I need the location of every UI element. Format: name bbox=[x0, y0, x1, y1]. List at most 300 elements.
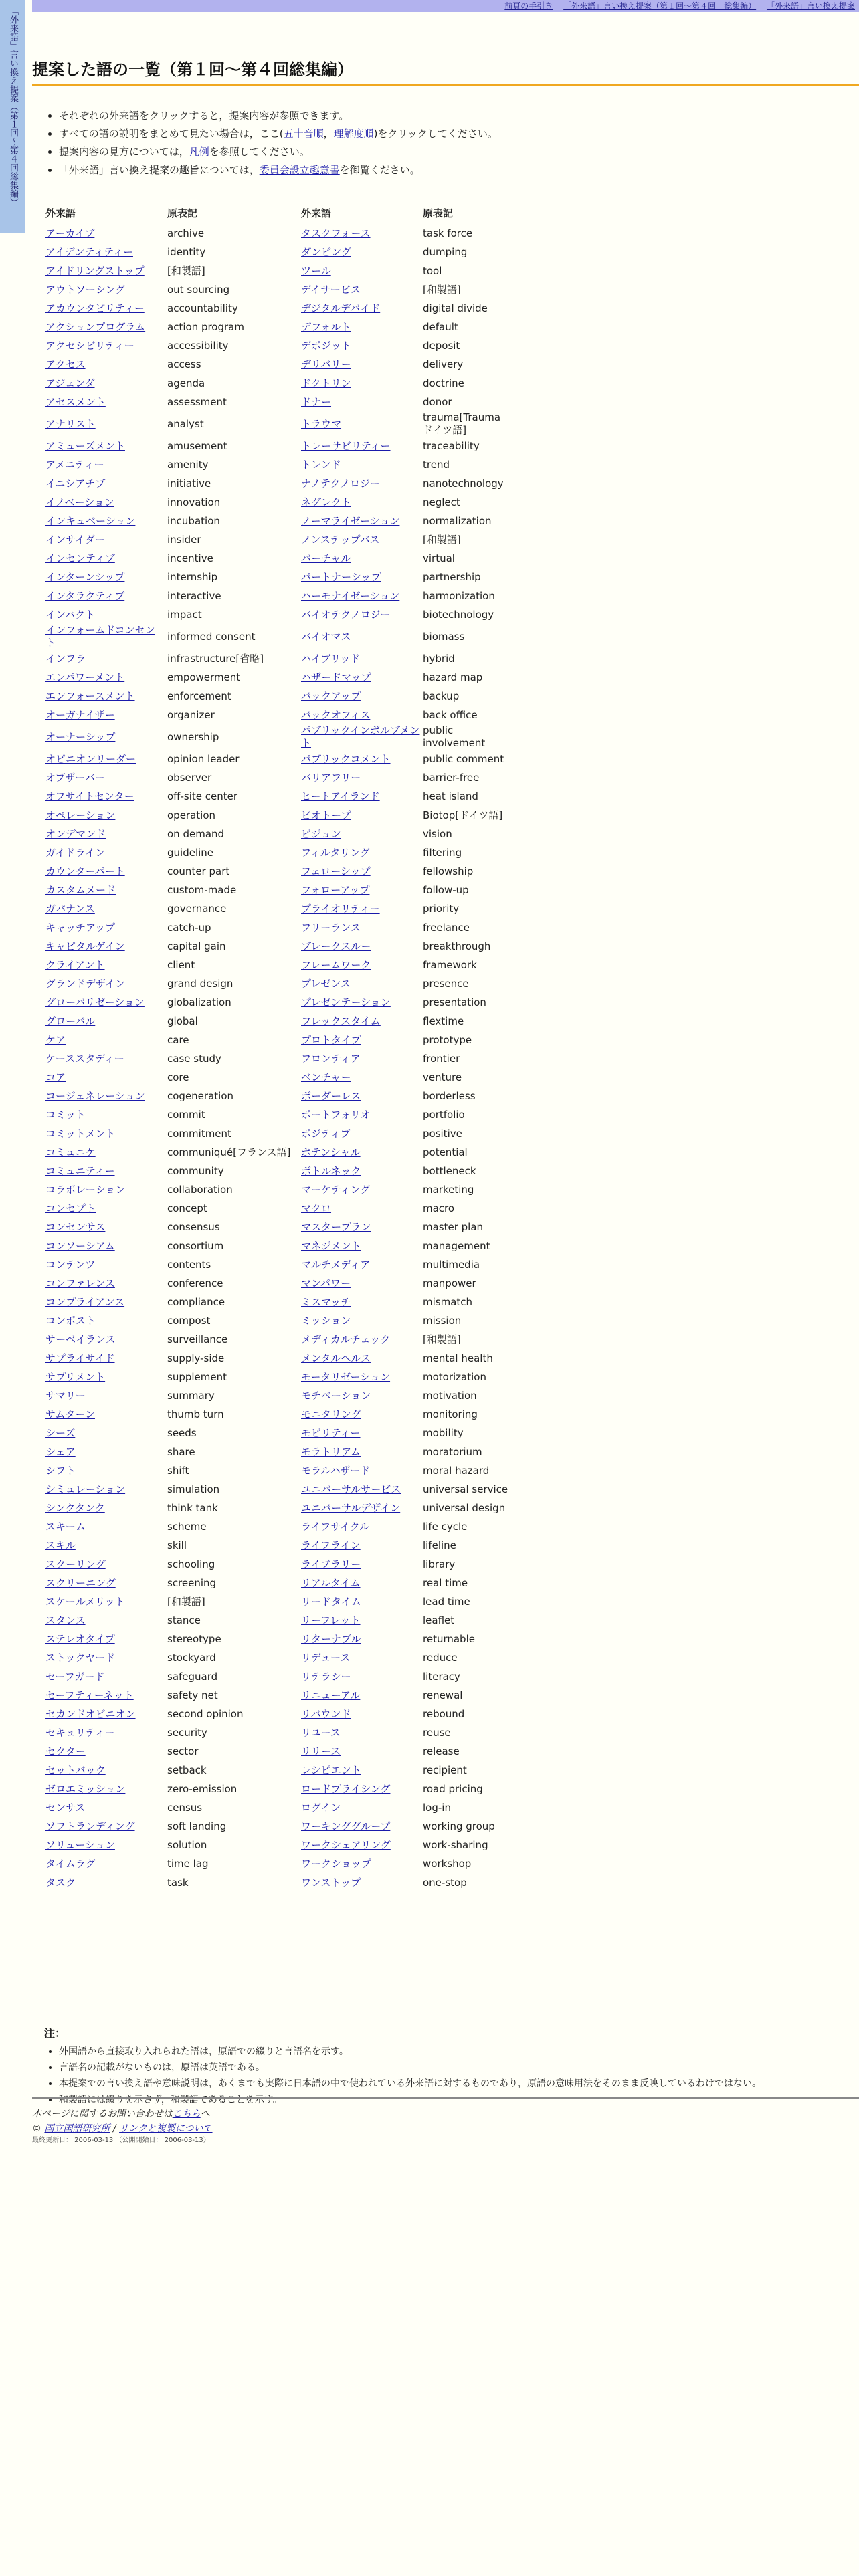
institute-link[interactable]: 国立国語研究所 bbox=[44, 2123, 110, 2134]
loanword-link[interactable]: ユニバーサルサービス bbox=[301, 1483, 401, 1495]
loanword-link[interactable]: プレゼンス bbox=[301, 977, 351, 990]
loanword-link[interactable]: キャッチアップ bbox=[45, 921, 115, 934]
loanword-link[interactable]: グランドデザイン bbox=[45, 977, 125, 990]
loanword-link[interactable]: アナリスト bbox=[45, 417, 96, 430]
loanword-link[interactable]: エンフォースメント bbox=[45, 689, 135, 702]
original-spelling-cell: freelance bbox=[423, 921, 470, 934]
table-row bbox=[44, 1780, 511, 1798]
loanword-cell bbox=[44, 1442, 166, 1461]
loanword-link[interactable]: ポジティブ bbox=[301, 1127, 351, 1140]
original-spelling-cell: supply-side bbox=[167, 1352, 225, 1364]
loanword-link[interactable]: スケールメリット bbox=[45, 1595, 125, 1608]
loanword-link[interactable]: ログイン bbox=[301, 1801, 341, 1814]
loanword-link[interactable]: オピニオンリーダー bbox=[45, 752, 136, 765]
sidebar-link[interactable]: 「外来語」言い換え提案（第１回〜第４回総集編） bbox=[8, 7, 18, 207]
loanword-cell bbox=[300, 668, 421, 687]
original-spelling-cell: nanotechnology bbox=[423, 477, 504, 490]
loanword-link[interactable]: フォローアップ bbox=[301, 883, 370, 896]
loanword-link[interactable]: セットバック bbox=[45, 1763, 106, 1776]
loanword-link[interactable]: インフラ bbox=[45, 652, 86, 665]
loanword-link[interactable]: アウトソーシング bbox=[45, 283, 126, 296]
loanword-link[interactable]: ツール bbox=[301, 264, 331, 277]
note-item: • 本提案での言い換え語や意味説明は，あくまでも実際に日本語の中で使われている外来語に対するものであり，原語の意味用法をそのまま反映しているわけではない。 bbox=[59, 2076, 795, 2092]
loanword-link[interactable]: リユース bbox=[301, 1726, 341, 1739]
loanword-link[interactable]: クライアント bbox=[45, 958, 105, 971]
original-spelling-cell: public comment bbox=[423, 752, 504, 765]
original-spelling-cell: analyst bbox=[167, 417, 204, 430]
loanword-cell bbox=[44, 1255, 166, 1274]
loanword-link[interactable]: ケーススタディー bbox=[45, 1052, 125, 1065]
original-spelling-cell: universal service bbox=[423, 1483, 508, 1495]
loanword-link[interactable]: リニューアル bbox=[301, 1689, 361, 1701]
original-spelling-cell: observer bbox=[167, 771, 212, 784]
loanword-link[interactable]: デジタルデバイド bbox=[301, 302, 381, 314]
loanword-link[interactable]: コミュニケ bbox=[45, 1146, 96, 1158]
loanword-cell bbox=[300, 1480, 421, 1499]
table-row bbox=[44, 881, 511, 899]
loanword-link[interactable]: アクセス bbox=[45, 358, 86, 370]
original-spelling-cell: custom-made bbox=[167, 883, 237, 896]
loanword-link[interactable]: パブリックインボルブメント bbox=[301, 724, 420, 749]
loanword-link[interactable]: ハイブリッド bbox=[301, 652, 361, 665]
loanword-link[interactable]: センサス bbox=[45, 1801, 86, 1814]
loanword-link[interactable]: サプリメント bbox=[45, 1370, 106, 1383]
loanword-link[interactable]: ボーダーレス bbox=[301, 1089, 361, 1102]
loanword-link[interactable]: ガイドライン bbox=[45, 846, 106, 859]
loanword-cell bbox=[44, 993, 166, 1012]
loanword-link[interactable]: リターナブル bbox=[301, 1632, 361, 1645]
topbar-link-guide[interactable]: 前頁の手引き bbox=[504, 1, 553, 11]
loanword-link[interactable]: トラウマ bbox=[301, 417, 342, 430]
loanword-cell bbox=[300, 512, 421, 530]
loanword-link[interactable]: フェローシップ bbox=[301, 865, 371, 877]
loanword-link[interactable]: サマリー bbox=[45, 1389, 86, 1402]
loanword-link[interactable]: スタンス bbox=[45, 1614, 86, 1626]
original-spelling-cell: commit bbox=[167, 1108, 205, 1121]
loanword-link[interactable]: リデュース bbox=[301, 1651, 351, 1664]
loanword-link[interactable]: コミットメント bbox=[45, 1127, 116, 1140]
original-spelling-cell: governance bbox=[167, 902, 227, 915]
loanword-link[interactable]: ユニバーサルデザイン bbox=[301, 1501, 401, 1514]
loanword-link[interactable]: オフサイトセンター bbox=[45, 790, 134, 802]
loanword-link[interactable]: プロトタイプ bbox=[301, 1033, 361, 1046]
loanword-link[interactable]: ライブラリー bbox=[301, 1558, 361, 1570]
loanword-cell bbox=[44, 243, 166, 261]
loanword-link[interactable]: ストックヤード bbox=[45, 1651, 116, 1664]
original-spelling-cell: communiqué[フランス語] bbox=[167, 1146, 291, 1158]
loanword-link[interactable]: セカンドオピニオン bbox=[45, 1707, 136, 1720]
loanword-link[interactable]: タスク bbox=[45, 1876, 76, 1889]
table-row bbox=[44, 724, 511, 750]
loanword-link[interactable]: スクーリング bbox=[45, 1558, 106, 1570]
loanword-link[interactable]: オーナーシップ bbox=[45, 730, 116, 743]
intro-item bbox=[59, 125, 498, 143]
table-row bbox=[44, 1330, 511, 1349]
loanword-link[interactable]: アジェンダ bbox=[45, 377, 95, 389]
original-spelling-cell: consensus bbox=[167, 1220, 220, 1233]
loanword-link[interactable]: ソリューション bbox=[45, 1838, 115, 1851]
loanword-link[interactable]: マーケティング bbox=[301, 1183, 371, 1196]
original-spelling-cell: care bbox=[167, 1033, 189, 1046]
original-spelling-cell: moral hazard bbox=[423, 1464, 490, 1477]
loanword-cell bbox=[300, 1555, 421, 1574]
loanword-link[interactable]: スクリーニング bbox=[45, 1576, 116, 1589]
loanword-link[interactable]: バリアフリー bbox=[301, 771, 361, 784]
loanword-link[interactable]: スキル bbox=[45, 1539, 76, 1551]
loanword-cell bbox=[300, 1798, 421, 1817]
loanword-cell bbox=[44, 1742, 166, 1761]
loanword-link[interactable]: ミスマッチ bbox=[301, 1295, 351, 1308]
loanword-cell bbox=[44, 1705, 166, 1723]
loanword-link[interactable]: パートナーシップ bbox=[301, 570, 381, 583]
loanword-link[interactable]: リバウンド bbox=[301, 1707, 351, 1720]
loanword-link[interactable]: ワンストップ bbox=[301, 1876, 361, 1889]
loanword-link[interactable]: モチベーション bbox=[301, 1389, 371, 1402]
original-spelling-cell: operation bbox=[167, 809, 216, 821]
footer bbox=[32, 2107, 213, 2145]
original-spelling-cell: conference bbox=[167, 1277, 223, 1289]
loanword-cell bbox=[300, 1705, 421, 1723]
loanword-link[interactable]: イニシアチブ bbox=[45, 477, 106, 490]
original-spelling-cell: mission bbox=[423, 1314, 462, 1327]
table-row bbox=[44, 437, 511, 455]
loanword-link[interactable]: グローバル bbox=[45, 1014, 96, 1027]
loanword-link[interactable]: サーベイランス bbox=[45, 1333, 116, 1346]
loanword-cell bbox=[44, 1667, 166, 1686]
loanword-cell bbox=[300, 1592, 421, 1611]
loanword-cell bbox=[300, 1368, 421, 1386]
link-policy-link[interactable]: リンクと複製について bbox=[119, 2123, 213, 2134]
loanword-cell bbox=[300, 1330, 421, 1349]
loanword-link[interactable]: オペレーション bbox=[45, 809, 116, 821]
loanword-link[interactable]: インターンシップ bbox=[45, 570, 125, 583]
loanword-link[interactable]: パブリックコメント bbox=[301, 752, 391, 765]
intro-text: すべての語の説明をまとめて見たい場合は，ここ( bbox=[59, 128, 284, 140]
loanword-link[interactable]: ビオトープ bbox=[301, 809, 351, 821]
loanword-link[interactable]: ロードプライシング bbox=[301, 1782, 391, 1795]
original-spelling-cell: multimedia bbox=[423, 1258, 480, 1271]
topbar-link-compilation[interactable]: 「外来語」言い換え提案（第１回〜第４回 総集編） bbox=[563, 1, 757, 11]
original-spelling-cell: enforcement bbox=[167, 689, 231, 702]
loanword-link[interactable]: プライオリティー bbox=[301, 902, 380, 915]
original-spelling-cell: hybrid bbox=[423, 652, 455, 665]
loanword-link[interactable]: レシピエント bbox=[301, 1763, 361, 1776]
loanword-cell bbox=[44, 1798, 166, 1817]
loanword-link[interactable]: ミッション bbox=[301, 1314, 351, 1327]
loanword-link[interactable]: リテラシー bbox=[301, 1670, 351, 1683]
original-spelling-cell: schooling bbox=[167, 1558, 215, 1570]
original-spelling-cell: manpower bbox=[423, 1277, 476, 1289]
loanword-link[interactable]: ポテンシャル bbox=[301, 1146, 361, 1158]
loanword-cell bbox=[300, 1836, 421, 1854]
loanword-cell bbox=[300, 455, 421, 474]
note-item: • 言語名の記載がないものは，原語は英語である。 bbox=[59, 2060, 795, 2076]
loanword-link[interactable]: ナノテクノロジー bbox=[301, 477, 381, 490]
loanword-link[interactable]: モラトリアム bbox=[301, 1445, 361, 1458]
original-spelling-cell: innovation bbox=[167, 496, 221, 508]
original-spelling-cell: recipient bbox=[423, 1763, 467, 1776]
loanword-link[interactable]: オブザーバー bbox=[45, 771, 105, 784]
loanword-link[interactable]: コミュニティー bbox=[45, 1164, 115, 1177]
loanword-link[interactable]: キャピタルゲイン bbox=[45, 940, 125, 952]
loanword-link[interactable]: フリーランス bbox=[301, 921, 361, 934]
original-spelling-cell: macro bbox=[423, 1202, 455, 1214]
loanword-link[interactable]: ビジョン bbox=[301, 827, 341, 840]
loanword-link[interactable]: エンパワーメント bbox=[45, 671, 125, 683]
original-spelling-cell: screening bbox=[167, 1576, 217, 1589]
loanword-link[interactable]: コンソーシアム bbox=[45, 1239, 115, 1252]
topbar-link-proposal[interactable]: 「外来語」言い換え提案 bbox=[766, 1, 855, 11]
loanword-link[interactable]: タスクフォース bbox=[301, 227, 371, 239]
loanword-link[interactable]: リアルタイム bbox=[301, 1576, 361, 1589]
loanword-link[interactable]: リードタイム bbox=[301, 1595, 361, 1608]
loanword-link[interactable]: ワークショップ bbox=[301, 1857, 371, 1870]
loanword-link[interactable]: マネジメント bbox=[301, 1239, 361, 1252]
loanword-cell bbox=[300, 1218, 421, 1237]
loanword-link[interactable]: シンクタンク bbox=[45, 1501, 105, 1514]
loanword-cell bbox=[44, 1087, 166, 1105]
loanword-cell bbox=[300, 1611, 421, 1630]
loanword-link[interactable]: ノンステップバス bbox=[301, 533, 380, 546]
loanword-link[interactable]: ステレオタイプ bbox=[45, 1632, 115, 1645]
loanword-link[interactable]: セーフガード bbox=[45, 1670, 105, 1683]
original-spelling-cell: informed consent bbox=[167, 630, 256, 643]
loanword-link[interactable]: アカウンタビリティー bbox=[45, 302, 145, 314]
loanword-link[interactable]: ゼロエミッション bbox=[45, 1782, 126, 1795]
loanword-link[interactable]: リーフレット bbox=[301, 1614, 361, 1626]
loanword-cell bbox=[300, 1349, 421, 1368]
loanword-link[interactable]: サムターン bbox=[45, 1408, 95, 1420]
loanword-link[interactable]: ライフライン bbox=[301, 1539, 361, 1551]
loanword-link[interactable]: カウンターパート bbox=[45, 865, 125, 877]
original-spelling-cell: simulation bbox=[167, 1483, 220, 1495]
loanword-link[interactable]: ハーモナイゼーション bbox=[301, 589, 400, 602]
loanword-link[interactable]: フロンティア bbox=[301, 1052, 361, 1065]
loanword-cell bbox=[44, 750, 166, 768]
loanword-cell bbox=[44, 280, 166, 299]
loanword-link[interactable]: コラボレーション bbox=[45, 1183, 126, 1196]
loanword-link[interactable]: コンファレンス bbox=[45, 1277, 115, 1289]
loanword-link[interactable]: オーガナイザー bbox=[45, 708, 115, 721]
loanword-link[interactable]: モニタリング bbox=[301, 1408, 361, 1420]
loanword-link[interactable]: ベンチャー bbox=[301, 1071, 351, 1083]
loanword-link[interactable]: シフト bbox=[45, 1464, 76, 1477]
loanword-link[interactable]: モビリティー bbox=[301, 1426, 361, 1439]
loanword-cell bbox=[300, 1817, 421, 1836]
loanword-cell bbox=[300, 1780, 421, 1798]
loanword-link[interactable]: リリース bbox=[301, 1745, 341, 1757]
loanword-cell bbox=[44, 512, 166, 530]
table-row bbox=[44, 1255, 511, 1274]
table-row bbox=[44, 1817, 511, 1836]
loanword-link[interactable]: バックアップ bbox=[301, 689, 361, 702]
loanword-link[interactable]: コンポスト bbox=[45, 1314, 96, 1327]
loanword-link[interactable]: ケア bbox=[45, 1033, 66, 1046]
loanword-link[interactable]: フレームワーク bbox=[301, 958, 371, 971]
original-spelling-cell: [和製語] bbox=[423, 533, 461, 546]
loanword-link[interactable]: コンプライアンス bbox=[45, 1295, 125, 1308]
loanword-cell bbox=[300, 1105, 421, 1124]
table-row bbox=[44, 649, 511, 668]
loanword-link[interactable]: コミット bbox=[45, 1108, 86, 1121]
loanword-cell bbox=[44, 1311, 166, 1330]
loanword-link[interactable]: シミュレーション bbox=[45, 1483, 126, 1495]
loanword-link[interactable]: インセンティブ bbox=[45, 552, 115, 564]
loanword-link[interactable]: モラルハザード bbox=[301, 1464, 371, 1477]
original-spelling-cell: community bbox=[167, 1164, 224, 1177]
loanword-link[interactable]: セーフティーネット bbox=[45, 1689, 134, 1701]
loanword-link[interactable]: セクター bbox=[45, 1745, 86, 1757]
loanword-link[interactable]: インフォームドコンセント bbox=[45, 624, 155, 649]
loanword-link[interactable]: バーチャル bbox=[301, 552, 351, 564]
loanword-cell bbox=[300, 1442, 421, 1461]
loanword-link[interactable]: アイデンティティー bbox=[45, 245, 133, 258]
understanding-order-link[interactable]: 理解度順 bbox=[333, 128, 374, 140]
loanword-cell bbox=[300, 299, 421, 318]
loanword-cell bbox=[300, 1405, 421, 1424]
loanword-link[interactable]: バックオフィス bbox=[301, 708, 371, 721]
loanword-link[interactable]: アセスメント bbox=[45, 395, 106, 408]
prospectus-link[interactable]: 委員会設立趣意書 bbox=[259, 164, 340, 176]
original-spelling-cell: partnership bbox=[423, 570, 481, 583]
loanword-cell bbox=[300, 1068, 421, 1087]
loanword-link[interactable]: コア bbox=[45, 1071, 66, 1083]
loanword-link[interactable]: ヒートアイランド bbox=[301, 790, 380, 802]
loanword-link[interactable]: マクロ bbox=[301, 1202, 332, 1214]
table-row bbox=[44, 750, 511, 768]
loanword-link[interactable]: ドクトリン bbox=[301, 377, 351, 389]
loanword-link[interactable]: コージェネレーション bbox=[45, 1089, 145, 1102]
loanword-cell bbox=[44, 1405, 166, 1424]
loanword-link[interactable]: アクセシビリティー bbox=[45, 339, 135, 352]
table-row bbox=[44, 1143, 511, 1162]
loanword-cell bbox=[300, 1499, 421, 1517]
loanword-link[interactable]: トレーサビリティー bbox=[301, 439, 391, 452]
loanword-cell bbox=[300, 474, 421, 493]
loanword-link[interactable]: ポートフォリオ bbox=[301, 1108, 371, 1121]
loanword-link[interactable]: デイサービス bbox=[301, 283, 361, 296]
loanword-link[interactable]: ライフサイクル bbox=[301, 1520, 370, 1533]
loanword-link[interactable]: コンテンツ bbox=[45, 1258, 96, 1271]
loanword-link[interactable]: アメニティー bbox=[45, 458, 104, 471]
loanword-link[interactable]: コンセンサス bbox=[45, 1220, 106, 1233]
loanword-cell bbox=[300, 1031, 421, 1049]
original-spelling-cell: trend bbox=[423, 458, 450, 471]
loanword-link[interactable]: ワークシェアリング bbox=[301, 1838, 391, 1851]
loanword-link[interactable]: フィルタリング bbox=[301, 846, 370, 859]
original-spelling-cell: reduce bbox=[423, 1651, 458, 1664]
loanword-cell bbox=[44, 881, 166, 899]
loanword-link[interactable]: インサイダー bbox=[45, 533, 105, 546]
original-spelling-cell: amusement bbox=[167, 439, 227, 452]
loanword-link[interactable]: フレックスタイム bbox=[301, 1014, 381, 1027]
loanword-link[interactable]: デリバリー bbox=[301, 358, 351, 370]
loanword-link[interactable]: インキュベーション bbox=[45, 514, 136, 527]
original-spelling-cell: reuse bbox=[423, 1726, 451, 1739]
original-spelling-cell: soft landing bbox=[167, 1820, 227, 1832]
loanword-link[interactable]: カスタムメード bbox=[45, 883, 116, 896]
loanword-link[interactable]: ガバナンス bbox=[45, 902, 95, 915]
loanword-link[interactable]: シェア bbox=[45, 1445, 76, 1458]
loanword-cell bbox=[44, 1180, 166, 1199]
original-spelling-cell: accountability bbox=[167, 302, 238, 314]
loanword-link[interactable]: コンセプト bbox=[45, 1202, 96, 1214]
loanword-link[interactable]: グローバリゼーション bbox=[45, 996, 145, 1008]
loanword-link[interactable]: バイオテクノロジー bbox=[301, 608, 391, 621]
original-spelling-cell: positive bbox=[423, 1127, 462, 1140]
original-spelling-cell: incubation bbox=[167, 514, 220, 527]
loanword-link[interactable]: ドナー bbox=[301, 395, 332, 408]
loanword-link[interactable]: ネグレクト bbox=[301, 496, 351, 508]
original-spelling-cell: motorization bbox=[423, 1370, 486, 1383]
loanword-link[interactable]: ソフトランディング bbox=[45, 1820, 135, 1832]
top-navigation bbox=[32, 0, 859, 12]
loanword-link[interactable]: イノベーション bbox=[45, 496, 114, 508]
legend-link[interactable]: 凡例 bbox=[189, 146, 209, 158]
table-row bbox=[44, 1705, 511, 1723]
original-spelling-cell: stockyard bbox=[167, 1651, 216, 1664]
contact-link[interactable]: こちら bbox=[172, 2109, 201, 2119]
loanword-link[interactable]: ブレークスルー bbox=[301, 940, 371, 952]
loanword-link[interactable]: アーカイブ bbox=[45, 227, 95, 239]
loanword-link[interactable]: メディカルチェック bbox=[301, 1333, 391, 1346]
loanword-link[interactable]: ノーマライゼーション bbox=[301, 514, 400, 527]
loanword-link[interactable]: マスタープラン bbox=[301, 1220, 371, 1233]
loanword-cell bbox=[44, 806, 166, 825]
table-row bbox=[44, 806, 511, 825]
loanword-link[interactable]: ボトルネック bbox=[301, 1164, 361, 1177]
separator: / bbox=[110, 2123, 120, 2134]
loanword-link[interactable]: スキーム bbox=[45, 1520, 86, 1533]
loanword-link[interactable]: アミューズメント bbox=[45, 439, 125, 452]
loanword-cell bbox=[300, 1630, 421, 1648]
loanword-link[interactable]: アイドリングストップ bbox=[45, 264, 145, 277]
original-spelling-cell: sector bbox=[167, 1745, 199, 1757]
table-row bbox=[44, 825, 511, 843]
loanword-link[interactable]: サプライサイド bbox=[45, 1352, 115, 1364]
table-row bbox=[44, 549, 511, 568]
loanword-link[interactable]: セキュリティー bbox=[45, 1726, 115, 1739]
loanword-link[interactable]: インタラクティブ bbox=[45, 589, 125, 602]
loanword-link[interactable]: ハザードマップ bbox=[301, 671, 371, 683]
loanword-cell bbox=[300, 937, 421, 956]
loanword-link[interactable]: マンパワー bbox=[301, 1277, 351, 1289]
gojuon-order-link[interactable]: 五十音順 bbox=[283, 128, 324, 140]
original-spelling-cell: traceability bbox=[423, 439, 480, 452]
loanword-link[interactable]: オンデマンド bbox=[45, 827, 106, 840]
loanword-link[interactable]: バイオマス bbox=[301, 630, 351, 643]
loanword-link[interactable]: モータリゼーション bbox=[301, 1370, 391, 1383]
loanword-link[interactable]: タイムラグ bbox=[45, 1857, 96, 1870]
page-title: 提案した語の一覧（第１回〜第４回総集編） bbox=[32, 56, 859, 86]
original-spelling-cell: concept bbox=[167, 1202, 207, 1214]
loanword-link[interactable]: プレゼンテーション bbox=[301, 996, 391, 1008]
loanword-link[interactable]: デフォルト bbox=[301, 320, 351, 333]
loanword-cell bbox=[300, 1648, 421, 1667]
loanword-link[interactable]: メンタルヘルス bbox=[301, 1352, 371, 1364]
loanword-link[interactable]: シーズ bbox=[45, 1426, 76, 1439]
loanword-link[interactable]: インパクト bbox=[45, 608, 95, 621]
loanword-link[interactable]: マルチメディア bbox=[301, 1258, 371, 1271]
loanword-link[interactable]: ワーキンググループ bbox=[301, 1820, 391, 1832]
loanword-link[interactable]: デポジット bbox=[301, 339, 352, 352]
original-spelling-cell: case study bbox=[167, 1052, 221, 1065]
loanword-link[interactable]: アクションプログラム bbox=[45, 320, 146, 333]
original-spelling-cell: task bbox=[167, 1876, 189, 1889]
loanword-link[interactable]: ダンピング bbox=[301, 245, 351, 258]
original-spelling-cell: framework bbox=[423, 958, 477, 971]
loanword-link[interactable]: トレンド bbox=[301, 458, 341, 471]
